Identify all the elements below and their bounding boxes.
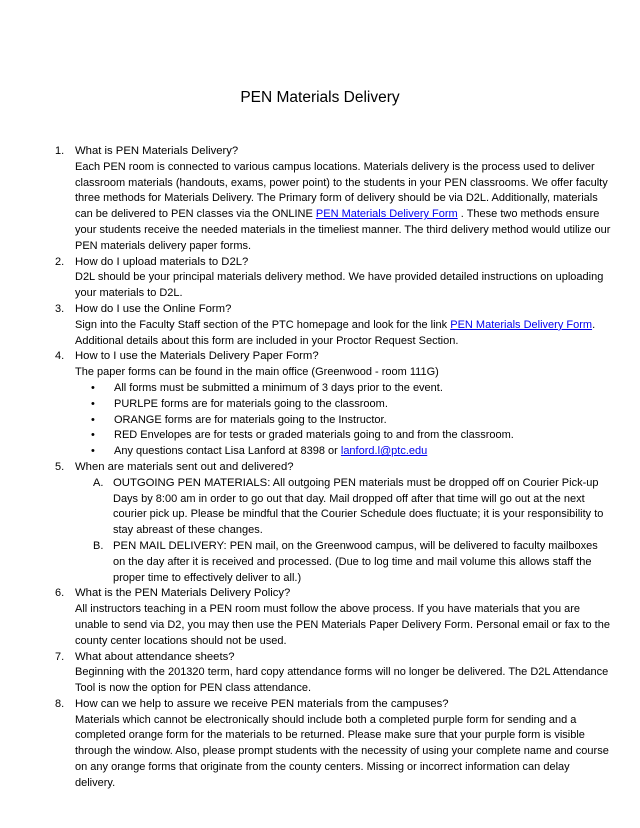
faq-item-6 [52,586,612,649]
answer-text: Each PEN room is connected to various campus locations. Materials delivery is the process used to deliver classroom materials (handouts, exams, power point) to the students in your PEN classrooms. We offer faculty three methods for Materials Delivery. The Primary form of delivery should be via D2L. Additionally, materials can be delivered to PEN classes via the ONLINE [75,160,608,221]
list-item [75,413,612,429]
answer [75,318,612,350]
contact-email-link[interactable]: lanford.l@ptc.edu [340,445,428,458]
faq-item-1 [52,144,612,255]
sub-item-text: All outgoing PEN materials must be dropped off on Courier Pick-up Days by 8:00 am in order to go out that day. Mail dropped off after that time will go out at the next courier pick up. Please be mindful that the Courier Schedule does fluctuate; it is your responsibility to stay abreast of these changes. [113,476,604,537]
question: How can we help to assure we receive PEN materials from the campuses? [75,697,449,710]
list-item-text: RED Envelopes are for tests or graded materials going to and from the classroom. [114,429,514,442]
item-number: 8. [55,697,65,710]
answer-text: Sign into the Faculty Staff section of the PTC homepage and look for the link [75,318,451,331]
sub-item-letter: B. [93,539,104,552]
question: What about attendance sheets? [75,650,235,663]
answer-text: . Additional details about this form are included in your Proctor Request Section. [75,318,596,347]
list-item [75,444,612,460]
answer: All instructors teaching in a PEN room must follow the above process. If you have materials that you are unable to send via D2, you may then use the PEN Materials Paper Delivery Form. Personal email or fax to the county center locations should not be used. [75,603,610,647]
question: How do I use the Online Form? [75,302,232,315]
page-title: PEN Materials Delivery [240,89,400,106]
answer: Materials which cannot be electronically should include both a completed purple form for sending and a completed orange form for the materials to be returned. Please make sure that your purple form is visible through the window. Also, please prompt students with the necessity of using your complete name and course on any orange forms that originate from the county centers. Missing or incorrect information can delay delivery. [75,713,609,789]
item-number: 3. [55,302,65,315]
answer: D2L should be your principal materials delivery method. We have provided detailed instructions on uploading your materials to D2L. [75,271,604,300]
list-item-text: ORANGE forms are for materials going to the Instructor. [114,413,387,426]
question: How do I upload materials to D2L? [75,255,249,268]
sub-item-letter: A. [93,476,104,489]
question: When are materials sent out and delivered? [75,460,294,473]
item-number: 2. [55,255,65,268]
bullet-icon: • [91,413,95,426]
faq-item-3 [52,302,612,349]
bullet-icon: • [91,445,95,458]
pen-materials-delivery-form-link[interactable]: PEN Materials Delivery Form [450,318,593,331]
list-item [75,397,612,413]
pen-materials-delivery-form-link[interactable]: PEN Materials Delivery Form [315,208,458,221]
answer-text: . These two methods ensure your students receive the needed materials in the timeliest manner. The third delivery method would utilize our PEN materials delivery paper forms. [75,208,611,252]
faq-item-4 [52,349,612,460]
sub-item-heading: OUTGOING PEN MATERIALS: [113,476,271,489]
faq-list [52,144,612,792]
item-number: 5. [55,460,65,473]
bullet-icon: • [91,381,95,394]
bullet-icon: • [91,429,95,442]
sub-item [75,539,612,586]
answer: The paper forms can be found in the main office (Greenwood - room 111G) [75,366,439,379]
list-item-text: PURLPE forms are for materials going to the classroom. [114,397,388,410]
sub-item [75,476,612,539]
item-number: 6. [55,587,65,600]
list-item-text: All forms must be submitted a minimum of 3 days prior to the event. [114,381,443,394]
bullet-list [75,381,612,460]
sub-list [75,476,612,587]
sub-item-text: PEN mail, on the Greenwood campus, will be delivered to faculty mailboxes on the day after it is received and processed. (Due to log time and mail volume this allows staff the proper time to effectively deliver to all.) [113,539,598,584]
list-item [75,381,612,397]
item-number: 1. [55,145,65,157]
faq-item-8 [52,697,612,792]
faq-item-2 [52,255,612,302]
answer: Beginning with the 201320 term, hard copy attendance forms will no longer be delivered. The D2L Attendance Tool is now the option for PEN class attendance. [75,666,609,695]
question: What is the PEN Materials Delivery Policy? [75,587,291,600]
list-item-text: Any questions contact Lisa Lanford at 8398 or [114,445,341,458]
faq-item-7 [52,650,612,697]
item-number: 4. [55,350,65,363]
question: What is PEN Materials Delivery? [75,145,239,157]
list-item [75,428,612,444]
bullet-icon: • [91,397,95,410]
question: How to I use the Materials Delivery Paper Form? [75,350,319,363]
sub-item-heading: PEN MAIL DELIVERY: [113,539,227,552]
item-number: 7. [55,650,65,663]
answer [75,160,612,255]
faq-item-5 [52,460,612,586]
